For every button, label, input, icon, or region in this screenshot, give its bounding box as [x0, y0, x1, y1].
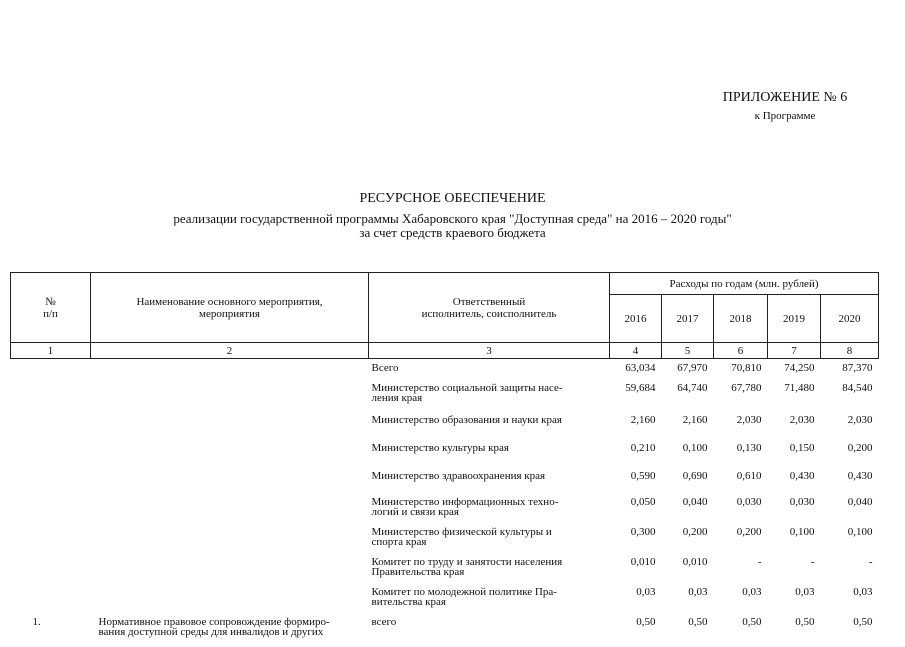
row-value: 0,300	[610, 527, 662, 557]
appendix-subtitle: к Программе	[700, 109, 870, 123]
row-value: 0,03	[821, 587, 879, 617]
title-line-3: за счет средств краевого бюджета	[0, 226, 905, 239]
row-value: 0,050	[610, 497, 662, 527]
row-activity-name	[91, 527, 369, 557]
row-executor: Министерство информационных техно- логий и связи края	[369, 497, 610, 527]
header-executor: Ответственный исполнитель, соисполнитель	[369, 273, 610, 343]
row-value: -	[768, 557, 821, 587]
row-value: -	[714, 557, 768, 587]
row-value: 0,150	[768, 441, 821, 469]
row-value: 71,480	[768, 383, 821, 413]
table-row	[11, 557, 879, 587]
column-number: 5	[662, 343, 714, 359]
table-row	[11, 359, 879, 384]
row-value: 0,010	[610, 557, 662, 587]
row-value: 0,030	[768, 497, 821, 527]
table-row	[11, 497, 879, 527]
row-value: 0,03	[662, 587, 714, 617]
table-row	[11, 413, 879, 441]
row-value: 0,100	[821, 527, 879, 557]
row-value: 2,030	[768, 413, 821, 441]
column-number: 7	[768, 343, 821, 359]
column-number: 6	[714, 343, 768, 359]
row-value: 0,610	[714, 469, 768, 497]
row-value: 0,690	[662, 469, 714, 497]
row-value: 2,160	[610, 413, 662, 441]
row-value: 0,03	[768, 587, 821, 617]
header-num: № п/п	[11, 273, 91, 343]
column-number: 8	[821, 343, 879, 359]
row-value: 0,590	[610, 469, 662, 497]
column-number: 1	[11, 343, 91, 359]
row-activity-name	[91, 413, 369, 441]
table-body	[11, 359, 879, 647]
row-value: 63,034	[610, 359, 662, 384]
row-number	[11, 441, 91, 469]
row-value: 0,03	[610, 587, 662, 617]
row-value: 0,030	[714, 497, 768, 527]
row-value: 0,040	[662, 497, 714, 527]
row-executor: Министерство здравоохранения края	[369, 469, 610, 497]
row-number	[11, 413, 91, 441]
row-value: 0,50	[610, 617, 662, 647]
column-number: 2	[91, 343, 369, 359]
row-executor: Министерство образования и науки края	[369, 413, 610, 441]
row-activity-name: Нормативное правовое сопровождение формиро- вания доступной среды для инвалидов и других	[91, 617, 369, 647]
row-executor: Всего	[369, 359, 610, 384]
row-value: 0,200	[662, 527, 714, 557]
table-row	[11, 441, 879, 469]
row-value: 0,50	[768, 617, 821, 647]
header-year: 2017	[662, 295, 714, 343]
row-value: 0,200	[821, 441, 879, 469]
header-name: Наименование основного мероприятия, мероприятия	[91, 273, 369, 343]
row-value: 59,684	[610, 383, 662, 413]
row-activity-name	[91, 441, 369, 469]
title-line-2: реализации государственной программы Хабаровского края "Доступная среда" на 2016 – 2020 годы"	[0, 212, 905, 226]
row-value: 0,210	[610, 441, 662, 469]
row-value: 0,200	[714, 527, 768, 557]
column-number: 4	[610, 343, 662, 359]
row-executor: Министерство физической культуры и спорта края	[369, 527, 610, 557]
row-value: 84,540	[821, 383, 879, 413]
row-number	[11, 469, 91, 497]
row-activity-name	[91, 497, 369, 527]
row-executor: Комитет по молодежной политике Пра- вительства края	[369, 587, 610, 617]
header-year: 2019	[768, 295, 821, 343]
row-value: 0,430	[821, 469, 879, 497]
row-value: 0,50	[662, 617, 714, 647]
header-year: 2020	[821, 295, 879, 343]
document-title	[0, 190, 905, 239]
row-value: 0,50	[714, 617, 768, 647]
header-year: 2018	[714, 295, 768, 343]
row-activity-name	[91, 383, 369, 413]
row-value: -	[821, 557, 879, 587]
row-value: 87,370	[821, 359, 879, 384]
row-number	[11, 587, 91, 617]
row-value: 0,040	[821, 497, 879, 527]
row-executor: Министерство социальной защиты насе- ления края	[369, 383, 610, 413]
row-executor: Комитет по труду и занятости населения Правительства края	[369, 557, 610, 587]
row-value: 2,160	[662, 413, 714, 441]
row-activity-name	[91, 557, 369, 587]
appendix-header	[700, 89, 870, 123]
column-number: 3	[369, 343, 610, 359]
table-row	[11, 527, 879, 557]
row-activity-name	[91, 469, 369, 497]
header-year: 2016	[610, 295, 662, 343]
row-activity-name	[91, 587, 369, 617]
row-number: 1.	[11, 617, 91, 647]
row-value: 67,780	[714, 383, 768, 413]
row-number	[11, 497, 91, 527]
resource-table	[10, 272, 879, 647]
row-value: 70,810	[714, 359, 768, 384]
row-number	[11, 527, 91, 557]
row-value: 2,030	[714, 413, 768, 441]
row-value: 74,250	[768, 359, 821, 384]
table-row	[11, 383, 879, 413]
row-value: 2,030	[821, 413, 879, 441]
row-value: 0,03	[714, 587, 768, 617]
row-value: 0,130	[714, 441, 768, 469]
row-value: 0,430	[768, 469, 821, 497]
row-value: 0,50	[821, 617, 879, 647]
row-number	[11, 383, 91, 413]
row-value: 67,970	[662, 359, 714, 384]
table-row	[11, 617, 879, 647]
title-line-1: РЕСУРСНОЕ ОБЕСПЕЧЕНИЕ	[0, 190, 905, 208]
row-value: 64,740	[662, 383, 714, 413]
table-row	[11, 469, 879, 497]
appendix-title: ПРИЛОЖЕНИЕ № 6	[700, 89, 870, 107]
row-executor: всего	[369, 617, 610, 647]
row-executor: Министерство культуры края	[369, 441, 610, 469]
header-expenses: Расходы по годам (млн. рублей)	[610, 273, 879, 295]
row-number	[11, 557, 91, 587]
row-value: 0,100	[768, 527, 821, 557]
row-activity-name	[91, 359, 369, 384]
row-number	[11, 359, 91, 384]
row-value: 0,010	[662, 557, 714, 587]
row-value: 0,100	[662, 441, 714, 469]
table-row	[11, 587, 879, 617]
